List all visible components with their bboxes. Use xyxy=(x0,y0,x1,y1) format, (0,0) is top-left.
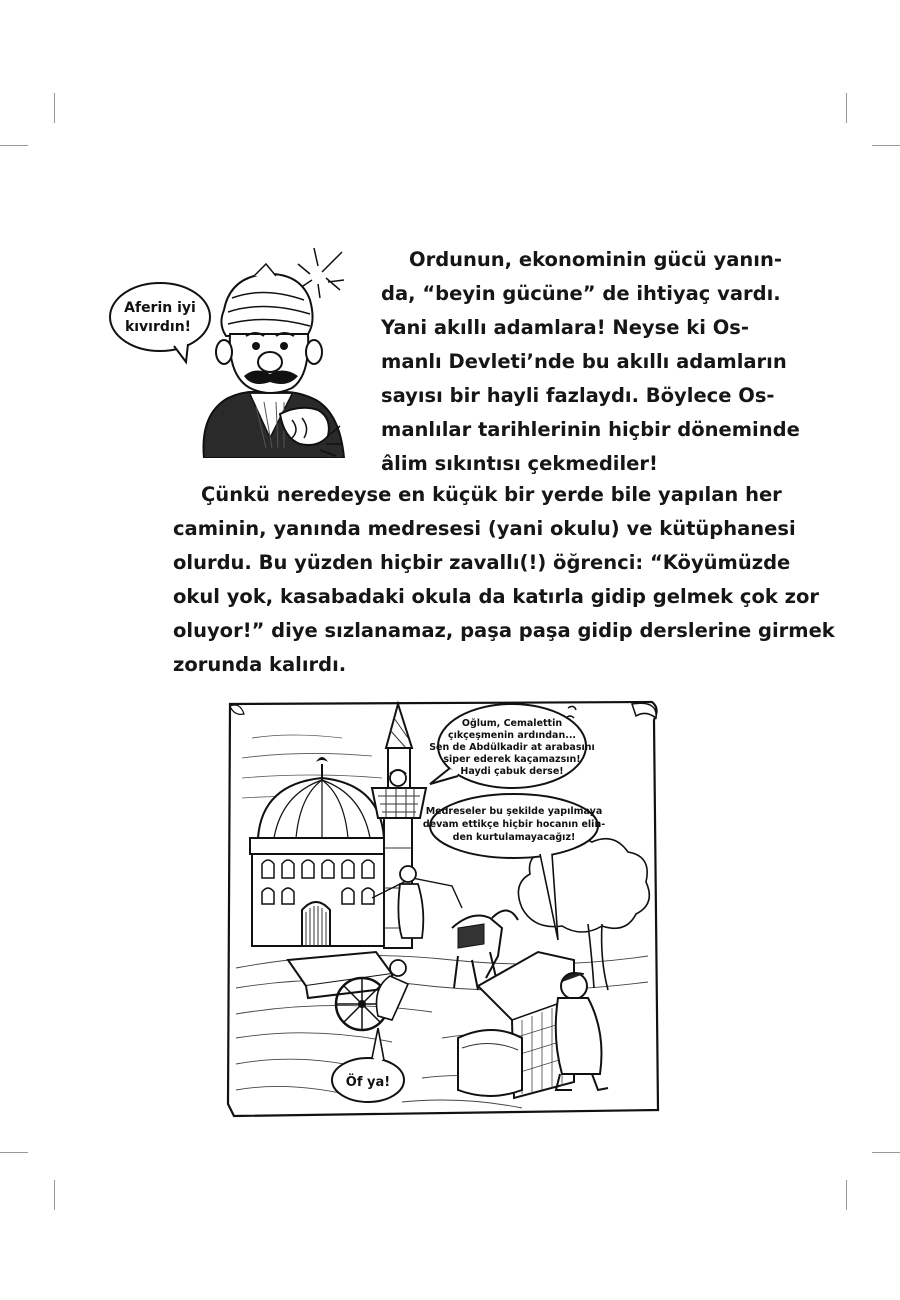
paragraph-1-line: Yani akıllı adamlara! Neyse ki Os- xyxy=(381,316,749,339)
paragraph-1-line: sayısı bir hayli fazlaydı. Böylece Os- xyxy=(381,384,775,407)
paragraph-2-line: okul yok, kasabadaki okula da katırla gidip gelmek çok zor xyxy=(173,585,820,608)
turban-man-cartoon xyxy=(104,238,366,458)
minaret-speech-line: çıkçeşmenin ardından... xyxy=(447,730,577,741)
crop-mark-top-left-h xyxy=(0,145,28,146)
crop-mark-top-right-v xyxy=(846,93,847,123)
minaret-speech-line: Sen de Abdülkadir at arabasını xyxy=(429,742,595,753)
speech-balloon xyxy=(110,283,210,362)
speech-line-2: kıvırdın! xyxy=(124,319,192,335)
paragraph-2 xyxy=(173,478,835,682)
crop-mark-bottom-left-h xyxy=(0,1152,28,1153)
paragraph-2-line: oluyor!” diye sızlanamaz, paşa paşa gidip derslerine girmek xyxy=(173,619,835,642)
cart-speech-line: Öf ya! xyxy=(345,1075,391,1090)
minaret-speech-line: Haydi çabuk derse! xyxy=(460,766,564,777)
paragraph-1-line: âlim sıkıntısı çekmediler! xyxy=(381,452,658,475)
paragraph-1-line: Ordunun, ekonominin gücü yanın- xyxy=(409,248,782,271)
crop-mark-bottom-left-v xyxy=(54,1180,55,1210)
speech-line-1: Aferin iyi xyxy=(124,300,196,316)
paragraph-2-line: caminin, yanında medresesi (yani okulu) ve kütüphanesi xyxy=(173,517,796,540)
crop-mark-bottom-right-h xyxy=(872,1152,900,1153)
paragraph-1 xyxy=(381,243,800,481)
paragraph-1-line: manlılar tarihlerinin hiçbir döneminde xyxy=(381,418,800,441)
paragraph-2-line: zorunda kalırdı. xyxy=(173,653,347,676)
minaret-speech-line: siper ederek kaçamazsın! xyxy=(443,754,581,765)
boy-speech-line: devam ettikçe hiçbir hocanın elin- xyxy=(422,819,606,830)
boy-speech-line: Medreseler bu şekilde yapılmaya xyxy=(425,806,603,817)
crop-mark-top-right-h xyxy=(872,145,900,146)
boy-speech-line: den kurtulamayacağız! xyxy=(452,832,576,843)
medrese-scene-cartoon xyxy=(222,698,662,1122)
paragraph-1-line: da, “beyin gücüne” de ihtiyaç vardı. xyxy=(381,282,781,305)
crop-mark-bottom-right-v xyxy=(846,1180,847,1210)
paragraph-2-line: olurdu. Bu yüzden hiçbir zavallı(!) öğrenci: “Köyümüzde xyxy=(173,551,791,574)
paragraph-1-line: manlı Devleti’nde bu akıllı adamların xyxy=(381,350,787,373)
paragraph-2-line: Çünkü neredeyse en küçük bir yerde bile yapılan her xyxy=(201,483,782,506)
minaret-speech-line: Oğlum, Cemalettin xyxy=(461,718,563,729)
crop-mark-top-left-v xyxy=(54,93,55,123)
